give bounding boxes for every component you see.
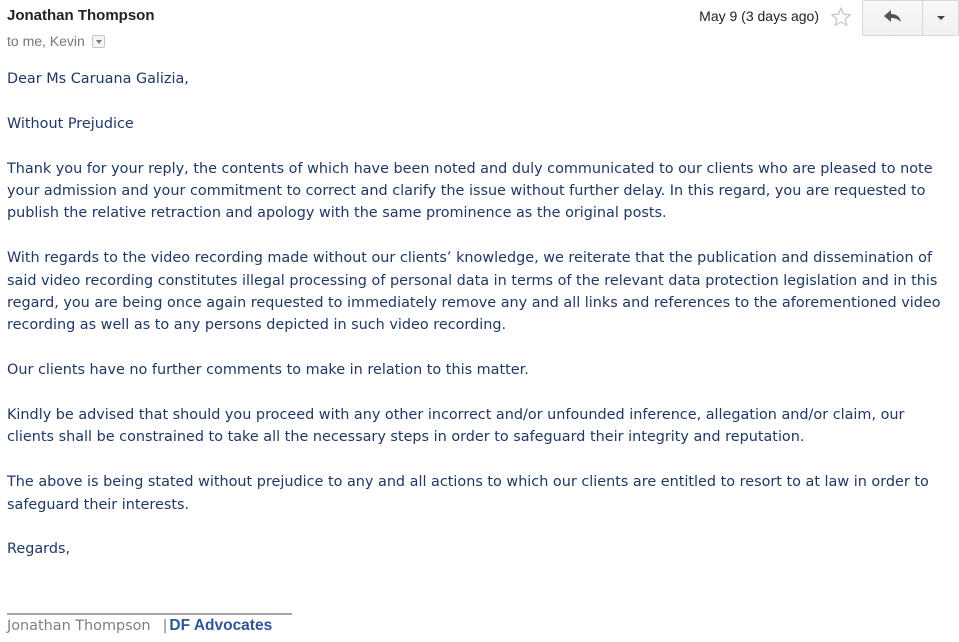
signature-name: Jonathan Thompson <box>7 618 151 634</box>
signature-separator: | <box>162 618 168 634</box>
message-date[interactable]: May 9 (3 days ago) <box>699 8 819 24</box>
body-paragraph: Kindly be advised that should you proceed with any other incorrect and/or unfounded inference, allegation and/or claim, our clients shall be constrained to take all the necessary steps in order to safeguard their integrity and reputation. <box>7 407 905 446</box>
reply-button-group <box>862 0 959 36</box>
reply-icon <box>883 9 903 28</box>
body-paragraph: Our clients have no further comments to make in relation to this matter. <box>7 362 529 379</box>
signature-firm: DF Advocates <box>169 617 273 634</box>
show-details-icon[interactable] <box>92 35 105 48</box>
sender-name[interactable]: Jonathan Thompson <box>7 7 155 24</box>
body-paragraph: With regards to the video recording made without our clients’ knowledge, we reiterate that the publication and dissemination of said video recording constitutes illegal processing of personal data in terms of the relevant data protection legislation and in this regard, you are being once again requested to immediately remove any and all links and references to the aforementioned video recording as well as to any persons depicted in such video recording. <box>7 250 941 334</box>
closing: Regards, <box>7 541 71 558</box>
body-paragraph: Thank you for your reply, the contents of which have been noted and duly communicated to our clients who are pleased to note your admission and your commitment to correct and clarify the issue without further delay. In this regard, you are requested to publish the relative retraction and apology with the same prominence as the original posts. <box>7 160 933 222</box>
message-body <box>7 68 952 583</box>
star-icon[interactable] <box>830 6 852 28</box>
more-options-button[interactable] <box>923 0 959 36</box>
reply-button[interactable] <box>862 0 923 36</box>
body-paragraph: The above is being stated without prejudice to any and all actions to which our clients are entitled to resort to at law in order to safeguard their interests. <box>7 474 929 513</box>
body-paragraph: Without Prejudice <box>7 115 134 132</box>
signature-block <box>7 617 272 635</box>
signature-divider <box>7 613 292 615</box>
chevron-down-icon <box>937 16 945 20</box>
salutation: Dear Ms Caruana Galizia, <box>7 71 189 87</box>
recipients-text: to me, Kevin <box>7 33 85 49</box>
message-header <box>0 0 959 60</box>
recipients-line <box>7 33 105 49</box>
